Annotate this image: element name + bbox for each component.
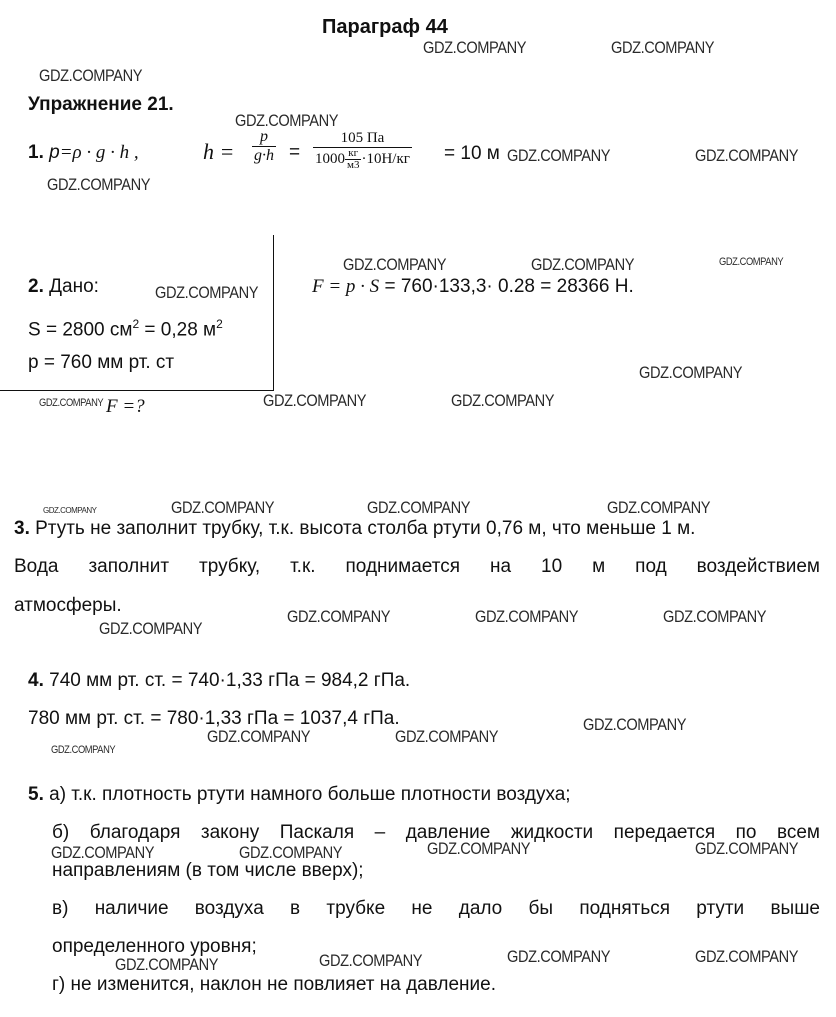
watermark: GDZ.COMPANY bbox=[695, 839, 799, 858]
q1-frac2-den bbox=[313, 148, 412, 171]
q3-text-1: Ртуть не заполнит трубку, т.к. высота столба ртути 0,76 м, что меньше 1 м. bbox=[29, 518, 696, 539]
q5-line-d: г) не изменится, наклон не повлияет на давление. bbox=[52, 974, 497, 995]
watermark: GDZ.COMPANY bbox=[427, 839, 531, 858]
watermark: GDZ.COMPANY bbox=[171, 498, 275, 517]
q1-frac2-num: 105 Па bbox=[313, 130, 412, 148]
q2-number: 2. bbox=[28, 276, 44, 297]
q1-fraction-2 bbox=[313, 130, 412, 171]
q1-fraction-1 bbox=[252, 128, 276, 165]
q1-formula-p: p bbox=[49, 142, 60, 163]
watermark: GDZ.COMPANY bbox=[639, 363, 743, 382]
watermark: GDZ.COMPANY bbox=[43, 506, 97, 515]
q2-solution-lhs: F = p · S bbox=[312, 276, 380, 297]
watermark: GDZ.COMPANY bbox=[695, 947, 799, 966]
watermark: GDZ.COMPANY bbox=[39, 66, 143, 85]
watermark: GDZ.COMPANY bbox=[39, 397, 104, 409]
watermark: GDZ.COMPANY bbox=[663, 607, 767, 626]
q1-block bbox=[28, 142, 139, 164]
watermark: GDZ.COMPANY bbox=[51, 744, 116, 756]
q1-frac1-den: g·h bbox=[254, 147, 274, 164]
watermark: GDZ.COMPANY bbox=[239, 843, 343, 862]
q3-line-1 bbox=[14, 518, 695, 540]
watermark: GDZ.COMPANY bbox=[451, 391, 555, 410]
q2-area-sup-2: 2 bbox=[216, 317, 223, 331]
q4-line-1 bbox=[28, 670, 410, 692]
watermark: GDZ.COMPANY bbox=[287, 607, 391, 626]
watermark: GDZ.COMPANY bbox=[235, 111, 339, 130]
q5-line-b1: б) благодаря закону Паскаля – давление жидкости передается по всем bbox=[52, 822, 820, 843]
q3-line-3: атмосферы. bbox=[14, 595, 122, 616]
q4-number: 4. bbox=[28, 670, 44, 691]
q5-text-a: а) т.к. плотность ртути намного больше плотности воздуха; bbox=[43, 784, 571, 805]
watermark: GDZ.COMPANY bbox=[507, 146, 611, 165]
unit-m3: м3 bbox=[347, 159, 360, 171]
watermark: GDZ.COMPANY bbox=[475, 607, 579, 626]
q2-pressure: p = 760 мм рт. ст bbox=[28, 352, 175, 373]
q2-area-value: S = 2800 см bbox=[28, 319, 133, 341]
given-divider-vertical bbox=[273, 235, 274, 391]
watermark: GDZ.COMPANY bbox=[395, 727, 499, 746]
watermark: GDZ.COMPANY bbox=[531, 255, 635, 274]
q1-formula-rest: =ρ · g · h , bbox=[59, 142, 139, 163]
q2-given bbox=[28, 276, 99, 298]
watermark: GDZ.COMPANY bbox=[51, 843, 155, 862]
watermark: GDZ.COMPANY bbox=[47, 175, 151, 194]
watermark: GDZ.COMPANY bbox=[423, 38, 527, 57]
q5-number: 5. bbox=[28, 784, 44, 805]
watermark: GDZ.COMPANY bbox=[207, 727, 311, 746]
q1-equals: = bbox=[289, 142, 301, 163]
q5-line-b2: направлениям (в том числе вверх); bbox=[52, 860, 364, 881]
watermark: GDZ.COMPANY bbox=[367, 498, 471, 517]
q2-solution bbox=[312, 276, 634, 298]
q4-line-2: 780 мм рт. ст. = 780·1,33 гПа = 1037,4 гПа. bbox=[28, 708, 400, 729]
watermark: GDZ.COMPANY bbox=[343, 255, 447, 274]
unit-kg: кг bbox=[345, 148, 361, 160]
q2-area bbox=[28, 313, 223, 341]
page-title: Параграф 44 bbox=[322, 16, 448, 38]
watermark: GDZ.COMPANY bbox=[263, 391, 367, 410]
q1-result: = 10 м bbox=[444, 143, 500, 164]
q5-line-a bbox=[28, 784, 571, 806]
q2-given-label: Дано: bbox=[49, 276, 99, 297]
watermark: GDZ.COMPANY bbox=[719, 256, 784, 268]
watermark: GDZ.COMPANY bbox=[115, 955, 219, 974]
q2-find: F =? bbox=[106, 396, 145, 417]
exercise-title: Упражнение 21. bbox=[28, 94, 174, 115]
q1-frac2-den-b: ·10Н/кг bbox=[361, 150, 410, 167]
q1-frac1-num: p bbox=[252, 128, 276, 147]
q1-number: 1. bbox=[28, 142, 44, 163]
q4-text-1: 740 мм рт. ст. = 740·1,33 гПа = 984,2 гПа. bbox=[43, 670, 411, 691]
watermark: GDZ.COMPANY bbox=[695, 146, 799, 165]
watermark: GDZ.COMPANY bbox=[611, 38, 715, 57]
watermark: GDZ.COMPANY bbox=[319, 951, 423, 970]
watermark: GDZ.COMPANY bbox=[583, 715, 687, 734]
q5-line-c1: в) наличие воздуха в трубке не дало бы подняться ртути выше bbox=[52, 898, 820, 919]
watermark: GDZ.COMPANY bbox=[607, 498, 711, 517]
watermark: GDZ.COMPANY bbox=[507, 947, 611, 966]
given-divider-horizontal bbox=[0, 390, 274, 391]
q1-h-label: h = bbox=[203, 139, 235, 164]
watermark: GDZ.COMPANY bbox=[99, 619, 203, 638]
watermark: GDZ.COMPANY bbox=[155, 283, 259, 302]
q2-area-value-2: = 0,28 м bbox=[139, 319, 217, 341]
q3-line-2: Вода заполнит трубку, т.к. поднимается на 10 м под воздействием bbox=[14, 556, 820, 577]
q5-line-c2: определенного уровня; bbox=[52, 936, 257, 957]
q2-area-sup: 2 bbox=[132, 317, 140, 331]
q2-solution-rhs: = 760·133,3· 0.28 = 28366 Н. bbox=[379, 276, 634, 297]
q1-frac2-den-a: 1000 bbox=[315, 150, 345, 167]
q3-number: 3. bbox=[14, 518, 30, 539]
